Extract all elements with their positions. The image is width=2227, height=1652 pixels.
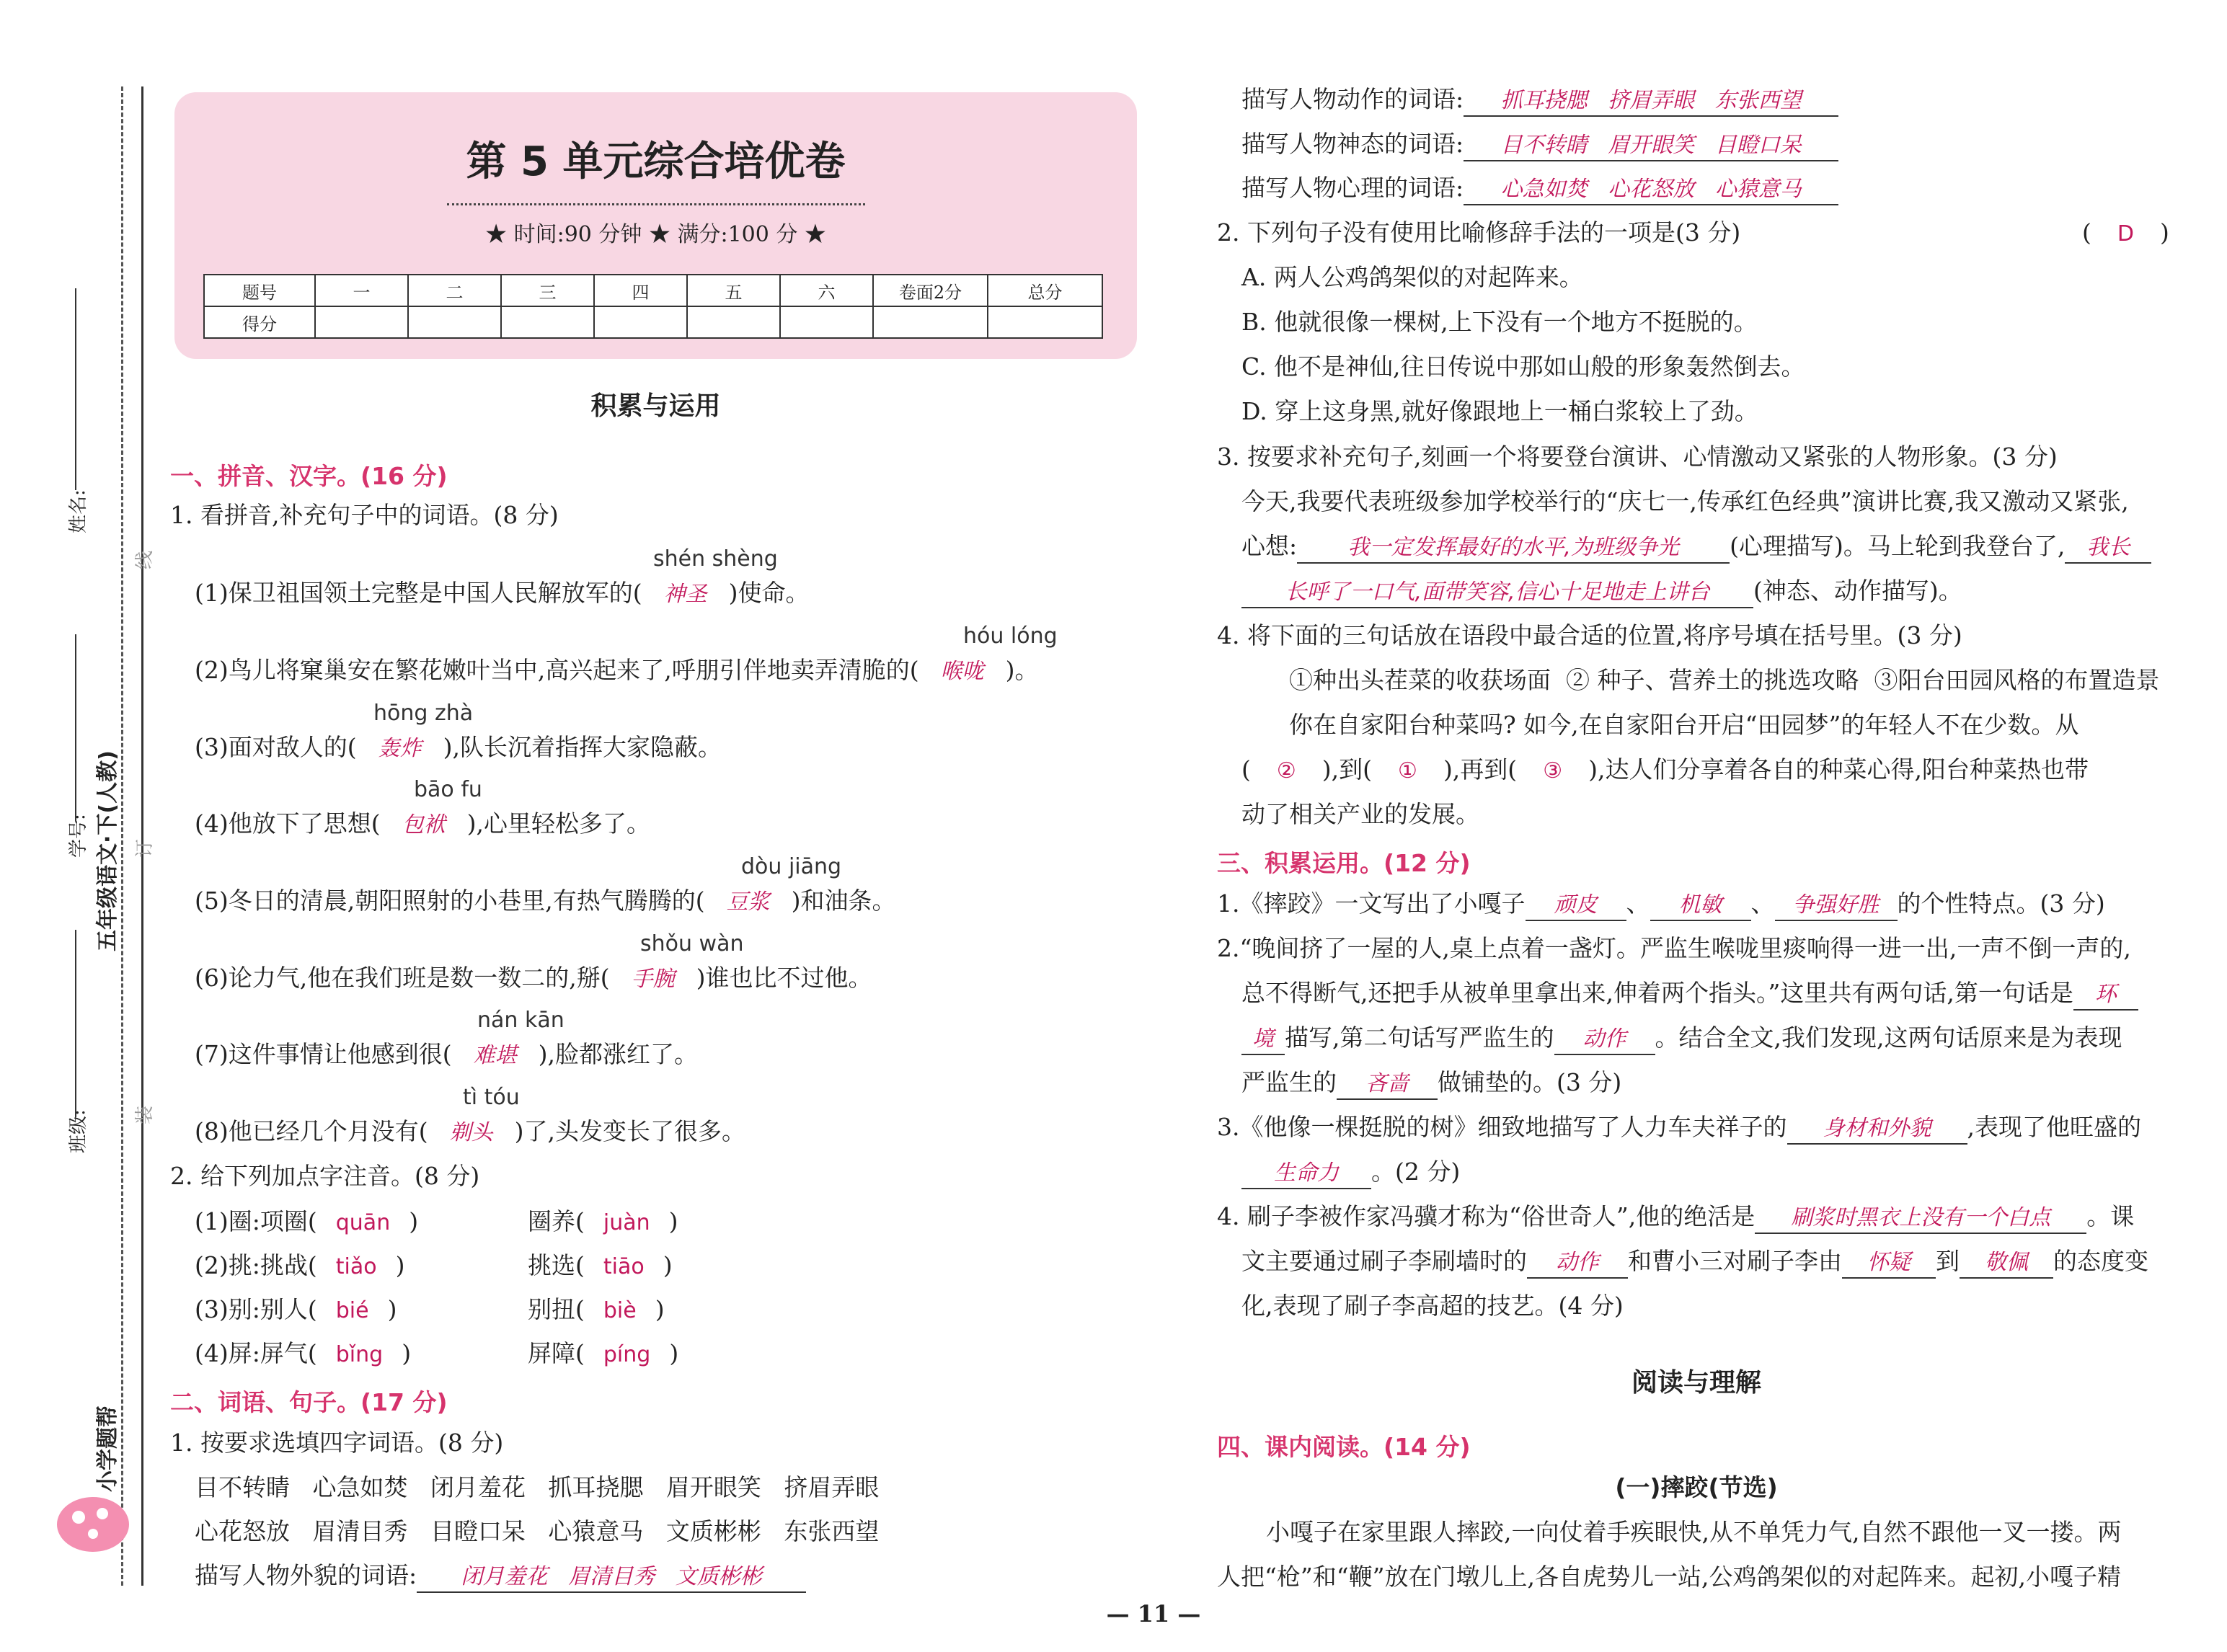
answer[interactable]: 环 [2073,980,2138,1011]
r-q4-line-2: ( ② ),到( ① ),再到( ③ ),达人们分享着各自的种菜心得,阳台种菜热也带 [1241,755,2089,783]
score-cell: 总分 [988,275,1102,306]
score-cell: 四 [594,275,687,306]
cut-mark-pack: 装 [134,1105,156,1124]
s3-q3-line-1: 3.《他像一棵挺脱的树》细致地描写了人力车夫祥子的 身材和外貌 ,表现了他旺盛的 [1217,1113,2141,1145]
score-input[interactable] [687,306,780,338]
section-2-title: 二、词语、句子。(17 分) [170,1388,448,1416]
q2-title: 2. 给下列加点字注音。(8 分) [170,1162,480,1190]
answer[interactable]: bǐng [335,1342,384,1367]
brand-label: 小学题帮 [95,1405,120,1492]
score-cell: 得分 [204,306,315,338]
q1-item-6: (6)论力气,他在我们班是数一数二的,掰( 手腕 )谁也比不过他。 [195,964,872,992]
score-cell: 题号 [204,275,315,306]
answer[interactable]: 境 [1241,1025,1285,1055]
s3-q4-line-2: 文主要通过刷子李刷墙时的 动作 和曹小三对刷子李由 怀疑 到 敬佩 的态度变 [1241,1247,2148,1279]
answer[interactable]: 喉咙 [940,659,984,684]
title-underline [447,203,865,205]
answer[interactable]: 生命力 [1241,1159,1371,1189]
answer[interactable]: 难堪 [473,1043,517,1068]
r-q2-title: 2. 下列句子没有使用比喻修辞手法的一项是(3 分) [1217,218,1741,247]
class-label: 班级: [68,1109,89,1153]
answer[interactable]: 神圣 [663,582,707,607]
s3-q4-line-1: 4. 刷子李被作家冯骥才称为“俗世奇人”,他的绝活是 刷浆时黑衣上没有一个白点 。课 [1217,1202,2134,1234]
r-q2-option-d[interactable]: D. 穿上这身黑,就好像跟地上一桶白浆较上了劲。 [1241,397,1758,425]
cut-mark-bind: 订 [134,838,156,858]
r-q4-line-3: 动了相关产业的发展。 [1241,800,1479,828]
answer[interactable]: 动作 [1554,1025,1655,1055]
q1-title: 1. 看拼音,补充句子中的词语。(8 分) [170,501,559,529]
score-input[interactable] [780,306,873,338]
binding-solid-line [141,86,143,1586]
score-input[interactable] [988,306,1102,338]
exam-meta: ★ 时间:90 分钟 ★ 满分:100 分 ★ [485,222,826,247]
r-q2-option-b[interactable]: B. 他就很像一棵树,上下没有一个地方不挺脱的。 [1241,308,1758,336]
r-q3-line-3: 长呼了一口气,面带笑容,信心十足地走上讲台 (神态、动作描写)。 [1241,577,1962,608]
student-id-label: 学号: [68,814,89,858]
r-q2-option-c[interactable]: C. 他不是神仙,往日传说中那如山般的形象轰然倒去。 [1241,352,1805,381]
s3-q2-line-1: 2.“晚间挤了一屋的人,桌上点着一盏灯。严监生喉咙里痰响得一进一出,一声不倒一声的, [1217,934,2131,962]
q1-item-4: (4)他放下了思想( 包袱 ),心里轻松多了。 [195,809,650,838]
s3-q2-line-4: 严监生的 吝啬 做铺垫的。(3 分) [1241,1068,1621,1100]
page-number: — 11 — [1106,1600,1201,1627]
score-cell: 二 [408,275,501,306]
answer[interactable]: 机敏 [1650,891,1751,921]
answer[interactable]: biè [603,1298,637,1323]
answer[interactable]: 包袱 [402,812,446,838]
class-blank[interactable] [75,930,76,1117]
score-input[interactable] [408,306,501,338]
q1-item-3: (3)面对敌人的( 轰炸 ),队长沉着指挥大家隐蔽。 [195,733,722,761]
answer[interactable]: 我一定发挥最好的水平,为班级争光 [1297,533,1730,564]
answer[interactable]: 闭月羞花 眉清目秀 文质彬彬 [417,1563,806,1593]
r-q2-option-a[interactable]: A. 两人公鸡鸽架似的对起阵来。 [1241,263,1583,291]
passage-title: (一)摔跤(节选) [1615,1473,1778,1501]
passage-line-2: 人把“枪”和“鞭”放在门墩儿上,各自虎势儿一站,公鸡鸽架似的对起阵来。起初,小嘎子精 [1217,1563,2121,1591]
q2-item-4b: 屏障( píng ) [528,1339,679,1367]
mushroom-icon [53,1492,133,1557]
score-cell: 六 [780,275,873,306]
book-label: 五年级语文·下(人教) [95,750,120,951]
student-id-blank[interactable] [75,634,76,822]
answer[interactable]: quān [335,1210,391,1235]
answer[interactable]: bié [335,1298,369,1323]
word-bank-row-2: 心花怒放 眉清目秀 目瞪口呆 心猿意马 文质彬彬 东张西望 [195,1517,880,1545]
answer[interactable]: 怀疑 [1842,1248,1936,1279]
answer[interactable]: ③ [1543,758,1563,783]
action-line: 描写人物动作的词语: 抓耳挠腮 挤眉弄眼 东张西望 [1241,85,1838,117]
q1-item-5: (5)冬日的清晨,朝阳照射的小巷里,有热气腾腾的( 豆浆 )和油条。 [195,887,896,915]
q1-item-2: (2)鸟儿将窠巢安在繁花嫩叶当中,高兴起来了,呼朋引伴地卖弄清脆的( 喉咙 )。 [195,656,1039,684]
answer[interactable]: 敬佩 [1960,1248,2053,1279]
appearance-line: 描写人物外貌的词语: 闭月羞花 眉清目秀 文质彬彬 [195,1561,806,1593]
part-title-reading: 阅读与理解 [1631,1368,1761,1398]
s3-q1: 1.《摔跤》一文写出了小嘎子 顽皮 、 机敏 、 争强好胜 的个性特点。(3 分) [1217,889,2105,921]
s3-q4-line-3: 化,表现了刷子李高超的技艺。(4 分) [1241,1292,1624,1320]
expression-line: 描写人物神态的词语: 目不转睛 眉开眼笑 目瞪口呆 [1241,130,1838,161]
pinyin-hint: shǒu wàn [640,931,744,956]
answer[interactable]: 顽皮 [1526,891,1626,921]
score-input[interactable] [594,306,687,338]
answer[interactable]: 身材和外貌 [1787,1114,1967,1145]
pinyin-hint: tì tóu [463,1085,520,1110]
score-input[interactable] [315,306,408,338]
answer[interactable]: 刷浆时黑衣上没有一个白点 [1755,1204,2086,1234]
answer[interactable]: tiāo [603,1254,645,1279]
pinyin-hint: bāo fu [414,777,482,802]
answer[interactable]: juàn [603,1210,650,1235]
answer[interactable]: 抓耳挠腮 挤眉弄眼 东张西望 [1464,86,1838,117]
passage-line-1: 小嘎子在家里跟人摔跤,一向仗着手疾眼快,从不单凭力气,自然不跟他一叉一搂。两 [1266,1518,2122,1546]
binding-dashed-line [121,86,123,1586]
score-input[interactable] [873,306,988,338]
answer[interactable]: D [2117,221,2134,247]
answer[interactable]: 我长 [2065,533,2151,564]
answer[interactable]: 轰炸 [378,736,422,761]
pinyin-hint: dòu jiāng [741,854,842,879]
answer[interactable]: 吝啬 [1337,1070,1438,1100]
r-q4-title: 4. 将下面的三句话放在语段中最合适的位置,将序号填在括号里。(3 分) [1217,621,1962,649]
q1-item-8: (8)他已经几个月没有( 剃头 )了,头发变长了很多。 [195,1117,745,1145]
q2-item-1b: 圈养( juàn ) [528,1207,678,1235]
part-title-accumulation: 积累与运用 [590,391,721,421]
q2-item-3a: (3)别:别人( bié ) [195,1295,397,1323]
r-q2-answer: ( D ) [2082,218,2169,247]
score-cell: 一 [315,275,408,306]
answer[interactable]: 目不转睛 眉开眼笑 目瞪口呆 [1464,131,1838,161]
q3-title: 1. 按要求选填四字词语。(8 分) [170,1429,504,1457]
q1-item-1: (1)保卫祖国领土完整是中国人民解放军的( 神圣 )使命。 [195,579,810,607]
q2-item-2a: (2)挑:挑战( tiǎo ) [195,1251,405,1279]
pinyin-hint: nán kān [477,1008,565,1033]
section-1-title: 一、拼音、汉字。(16 分) [170,462,448,490]
answer[interactable]: 豆浆 [726,889,770,915]
section-4-title: 四、课内阅读。(14 分) [1217,1433,1471,1461]
score-cell: 卷面2分 [873,275,988,306]
section-3-title: 三、积累运用。(12 分) [1217,849,1471,877]
page-title: 第 5 单元综合培优卷 [466,138,846,185]
pinyin-hint: hóu lóng [963,623,1058,649]
q2-item-4a: (4)屏:屏气( bǐng ) [195,1339,412,1367]
score-input[interactable] [501,306,594,338]
q2-item-1a: (1)圈:项圈( quān ) [195,1207,419,1235]
r-q3-title: 3. 按要求补充句子,刻画一个将要登台演讲、心情激动又紧张的人物形象。(3 分) [1217,443,2058,471]
score-cell: 五 [687,275,780,306]
name-blank[interactable] [75,288,76,490]
answer[interactable]: 长呼了一口气,面带笑容,信心十足地走上讲台 [1241,578,1753,608]
answer[interactable]: 手腕 [631,967,675,992]
r-q3-line-1: 今天,我要代表班级参加学校举行的“庆七一,传承红色经典”演讲比赛,我又激动又紧张, [1241,487,2129,515]
s3-q2-line-2: 总不得断气,还把手从被单里拿出来,伸着两个指头。”这里共有两句话,第一句话是 环 [1241,979,2138,1011]
s3-q2-line-3: 境 描写,第二句话写严监生的 动作 。结合全文,我们发现,这两句话原来是为表现 [1241,1023,2122,1055]
answer[interactable]: 争强好胜 [1775,891,1898,921]
pinyin-hint: hōng zhà [373,701,474,726]
answer[interactable]: ② [1276,758,1296,783]
score-cell: 三 [501,275,594,306]
q2-item-2b: 挑选( tiāo ) [528,1251,673,1279]
answer[interactable]: píng [603,1342,651,1367]
answer[interactable]: 心急如焚 心花怒放 心猿意马 [1464,175,1838,205]
s3-q3-line-2: 生命力 。(2 分) [1241,1158,1460,1189]
r-q4-line-1: 你在自家阳台种菜吗? 如今,在自家阳台开启“田园梦”的年轻人不在少数。从 [1289,711,2079,739]
answer[interactable]: ① [1398,758,1417,783]
answer[interactable]: 剃头 [449,1120,493,1145]
q1-item-7: (7)这件事情让他感到很( 难堪 ),脸都涨红了。 [195,1040,698,1068]
name-label: 姓名: [68,489,89,533]
answer[interactable]: 动作 [1527,1248,1628,1279]
r-q3-line-2: 心想: 我一定发挥最好的水平,为班级争光 (心理描写)。马上轮到我登台了, 我长 [1241,532,2151,564]
score-table [203,274,1103,339]
cut-mark-line: 线 [134,550,156,569]
pinyin-hint: shén shèng [653,546,778,572]
r-q4-options: ①种出头茬菜的收获场面 ② 种子、营养土的挑选攻略 ③阳台田园风格的布置造景 [1289,666,2160,694]
mind-line: 描写人物心理的词语: 心急如焚 心花怒放 心猿意马 [1241,174,1838,205]
answer[interactable]: tiǎo [335,1254,377,1279]
q2-item-3b: 别扭( biè ) [528,1295,665,1323]
word-bank-row-1: 目不转睛 心急如焚 闭月羞花 抓耳挠腮 眉开眼笑 挤眉弄眼 [195,1473,880,1501]
